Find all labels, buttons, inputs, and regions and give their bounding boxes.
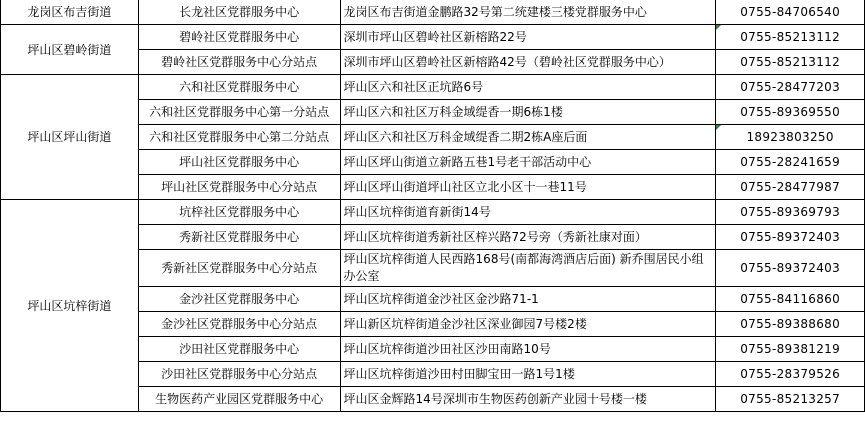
cell-phone[interactable]: 0755-28379526 — [716, 362, 865, 387]
cell-phone[interactable]: 0755-89381219 — [716, 337, 865, 362]
cell-phone[interactable]: 0755-84706540 — [716, 0, 865, 25]
cell-address[interactable]: 坪山区坪山街道立新路五巷1号老干部活动中心 — [340, 150, 716, 175]
cell-service-center-name[interactable]: 坑梓社区党群服务中心 — [138, 200, 340, 225]
cell-phone[interactable]: 0755-28477987 — [716, 175, 865, 200]
cell-phone[interactable]: 18923803250 — [716, 125, 865, 150]
cell-address[interactable]: 坪山区坑梓街道秀新社区梓兴路72号旁（秀新社康对面） — [340, 225, 716, 250]
cell-service-center-name[interactable]: 六和社区党群服务中心 — [138, 75, 340, 100]
table-row — [1, 200, 865, 225]
cell-address[interactable]: 坪山区坑梓街道人民西路168号(南都海湾酒店后面) 新乔围居民小组办公室 — [340, 250, 716, 287]
cell-address[interactable]: 坪山新区坑梓街道金沙社区深业御园7号楼2楼 — [340, 312, 716, 337]
cell-address[interactable]: 坪山区六和社区万科金域缇香二期2栋A座后面 — [340, 125, 716, 150]
cell-service-center-name[interactable]: 秀新社区党群服务中心 — [138, 225, 340, 250]
cell-address[interactable]: 深圳市坪山区碧岭社区新榕路42号（碧岭社区党群服务中心） — [340, 50, 716, 75]
cell-phone[interactable]: 0755-89388680 — [716, 312, 865, 337]
cell-address[interactable]: 坪山区坑梓街道沙田村田脚宝田一路1号1楼 — [340, 362, 716, 387]
cell-service-center-name[interactable]: 坪山社区党群服务中心 — [138, 150, 340, 175]
cell-district[interactable]: 坪山区坪山街道 — [1, 75, 139, 200]
cell-phone[interactable]: 0755-89372403 — [716, 225, 865, 250]
cell-phone[interactable]: 0755-84116860 — [716, 287, 865, 312]
cell-district[interactable]: 龙岗区布吉街道 — [1, 0, 139, 25]
cell-service-center-name[interactable]: 长龙社区党群服务中心 — [138, 0, 340, 25]
table-row — [1, 25, 865, 50]
cell-district[interactable]: 坪山区碧岭街道 — [1, 25, 139, 75]
cell-phone[interactable]: 0755-85213257 — [716, 387, 865, 412]
cell-address[interactable]: 龙岗区布吉街道金鹏路32号第二统建楼三楼党群服务中心 — [340, 0, 716, 25]
table-row — [1, 0, 865, 25]
cell-address[interactable]: 坪山区坑梓街道沙田社区沙田南路10号 — [340, 337, 716, 362]
cell-phone[interactable]: 0755-89372403 — [716, 250, 865, 287]
cell-phone[interactable]: 0755-85213112 — [716, 25, 865, 50]
cell-service-center-name[interactable]: 碧岭社区党群服务中心 — [138, 25, 340, 50]
cell-phone[interactable]: 0755-89369550 — [716, 100, 865, 125]
cell-address[interactable]: 坪山区坑梓街道育新街14号 — [340, 200, 716, 225]
cell-service-center-name[interactable]: 沙田社区党群服务中心分站点 — [138, 362, 340, 387]
cell-phone[interactable]: 0755-28477203 — [716, 75, 865, 100]
cell-service-center-name[interactable]: 六和社区党群服务中心第二分站点 — [138, 125, 340, 150]
cell-address[interactable]: 坪山区六和社区正坑路6号 — [340, 75, 716, 100]
cell-phone[interactable]: 0755-28241659 — [716, 150, 865, 175]
cell-service-center-name[interactable]: 生物医药产业园区党群服务中心 — [138, 387, 340, 412]
cell-address[interactable]: 坪山区坪山街道坪山社区立北小区十一巷11号 — [340, 175, 716, 200]
cell-phone[interactable]: 0755-89369793 — [716, 200, 865, 225]
cell-address[interactable]: 坪山区金辉路14号深圳市生物医药创新产业园十号楼一楼 — [340, 387, 716, 412]
cell-phone[interactable]: 0755-85213112 — [716, 50, 865, 75]
cell-service-center-name[interactable]: 金沙社区党群服务中心 — [138, 287, 340, 312]
table-row — [1, 75, 865, 100]
table-body — [1, 0, 865, 412]
cell-address[interactable]: 坪山区坑梓街道金沙社区金沙路71-1 — [340, 287, 716, 312]
cell-service-center-name[interactable]: 秀新社区党群服务中心分站点 — [138, 250, 340, 287]
cell-service-center-name[interactable]: 坪山社区党群服务中心分站点 — [138, 175, 340, 200]
cell-service-center-name[interactable]: 金沙社区党群服务中心分站点 — [138, 312, 340, 337]
cell-service-center-name[interactable]: 碧岭社区党群服务中心分站点 — [138, 50, 340, 75]
cell-service-center-name[interactable]: 六和社区党群服务中心第一分站点 — [138, 100, 340, 125]
cell-district[interactable]: 坪山区坑梓街道 — [1, 200, 139, 412]
cell-address[interactable]: 深圳市坪山区碧岭社区新榕路22号 — [340, 25, 716, 50]
cell-service-center-name[interactable]: 沙田社区党群服务中心 — [138, 337, 340, 362]
cell-address[interactable]: 坪山区六和社区万科金域缇香一期6栋1楼 — [340, 100, 716, 125]
